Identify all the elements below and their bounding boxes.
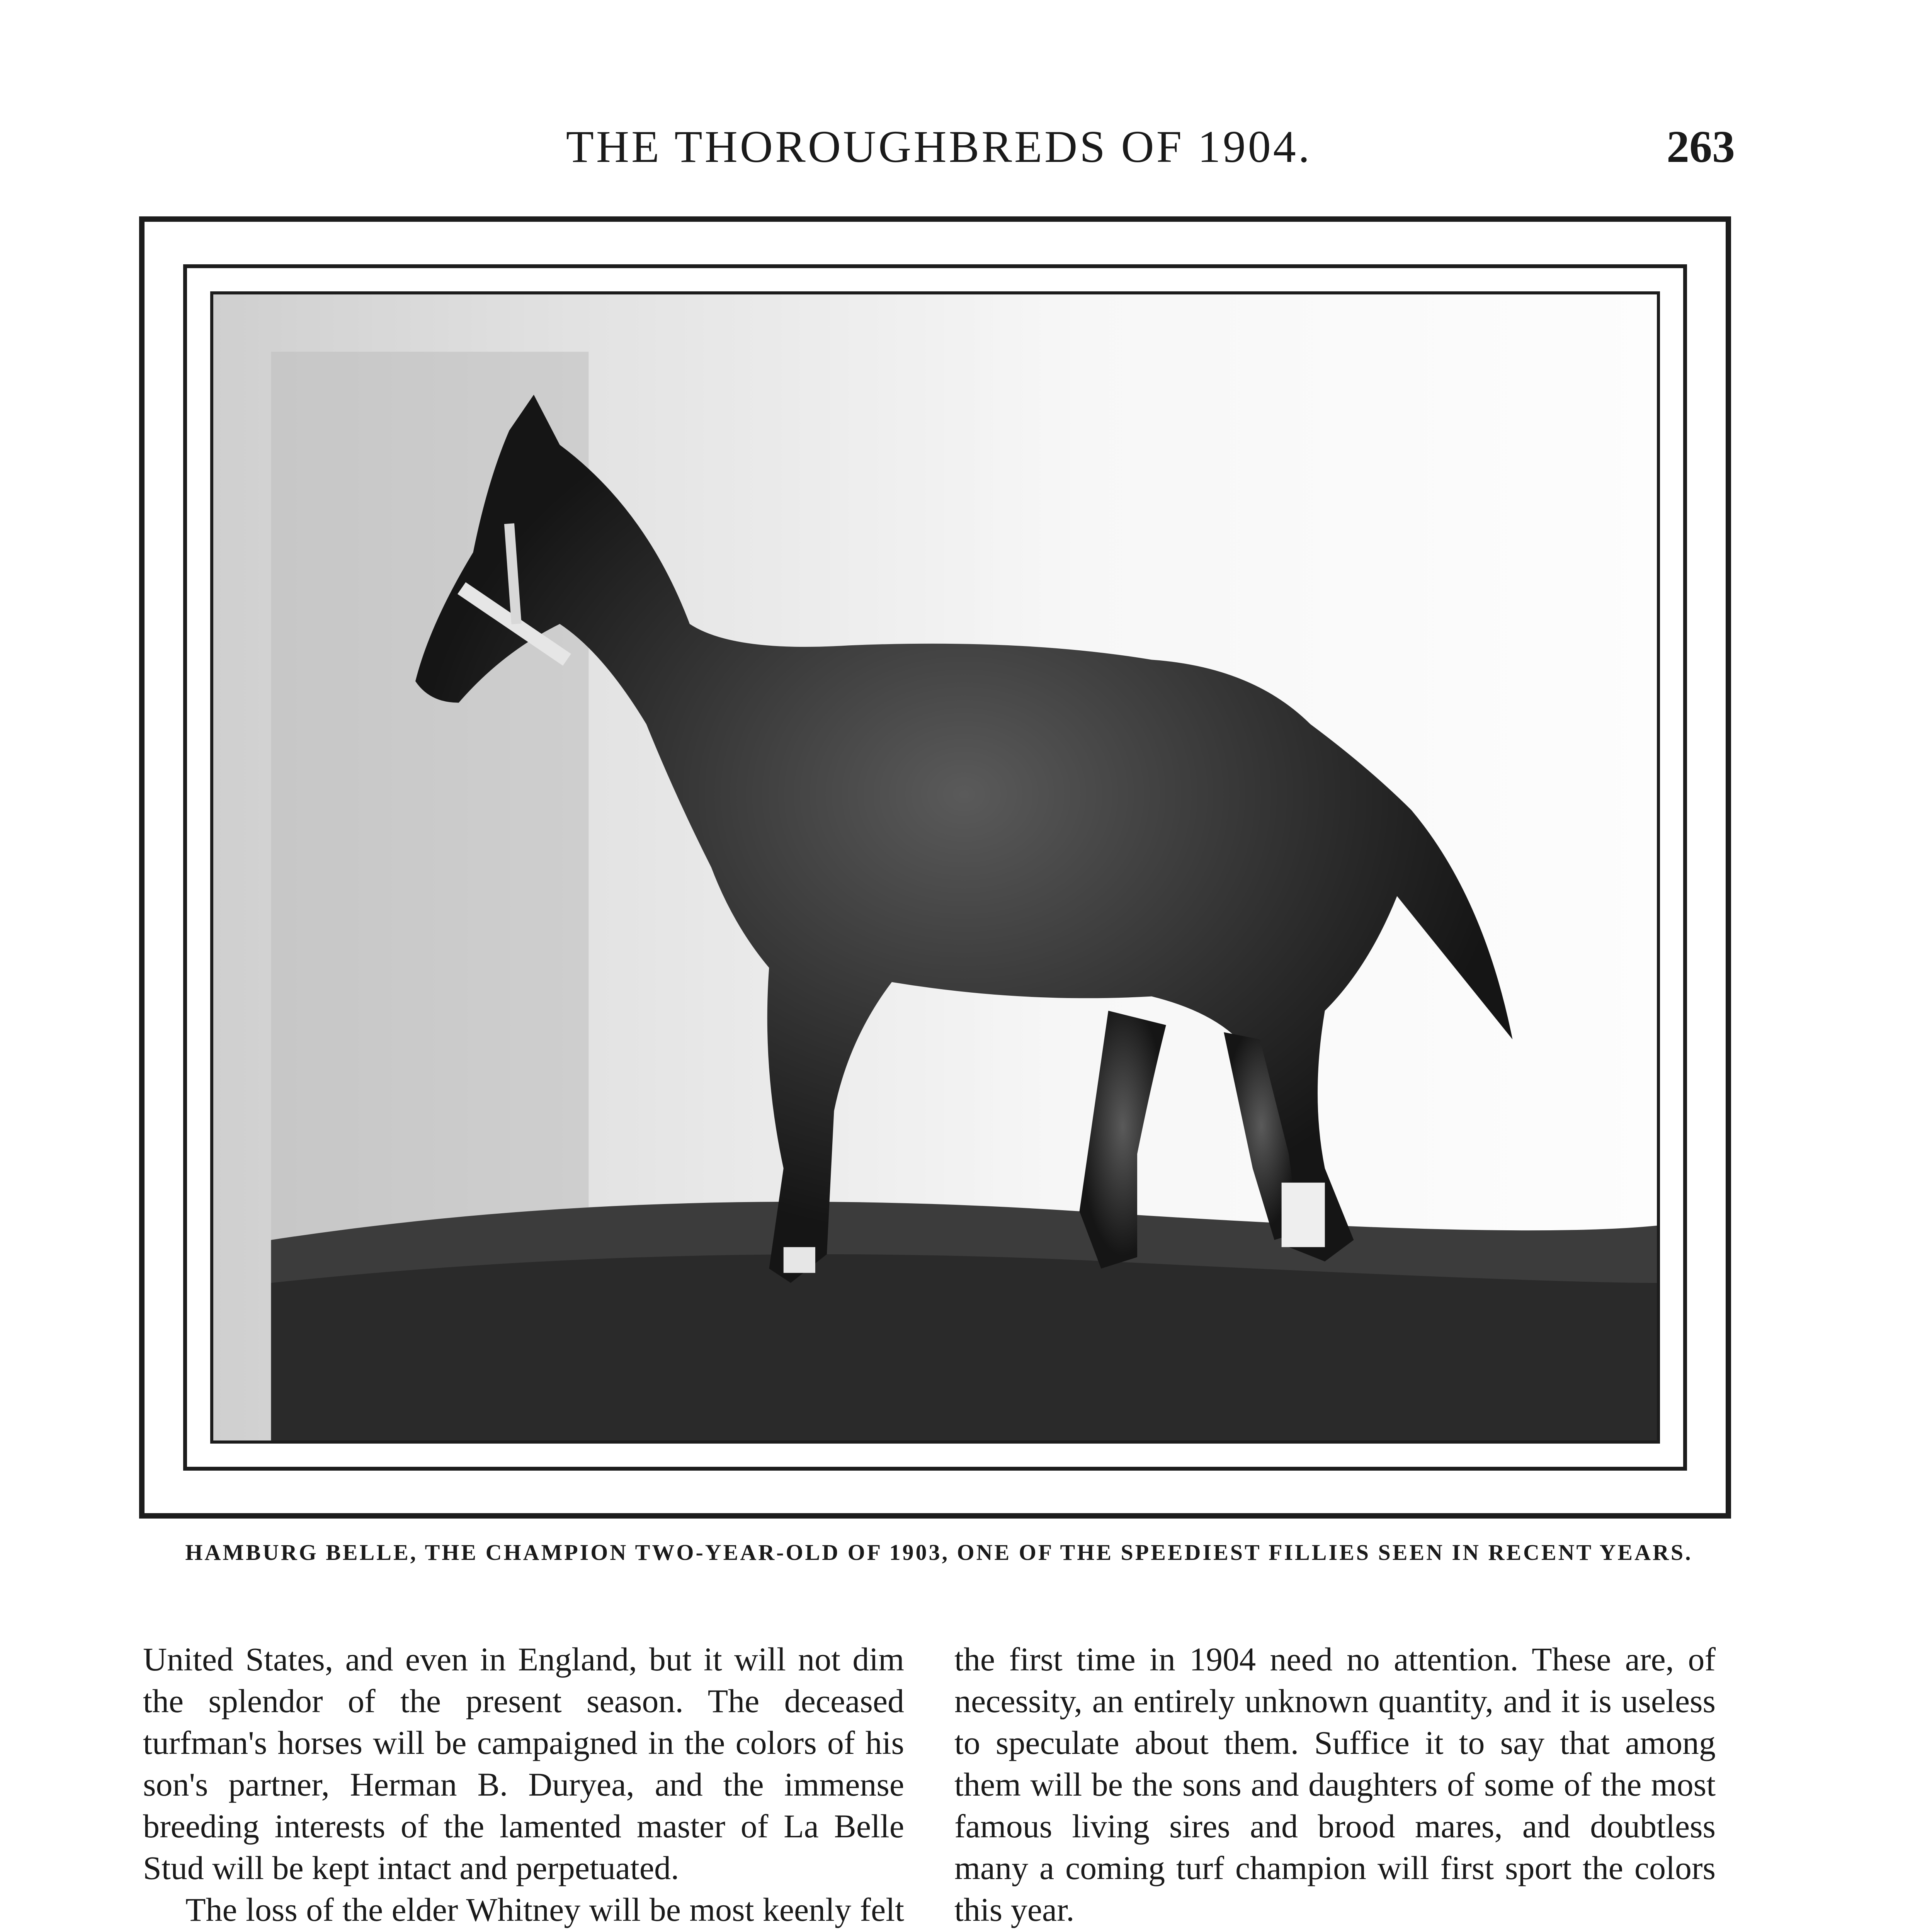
running-head	[143, 116, 1735, 178]
running-title: THE THOROUGHBREDS OF 1904.	[566, 121, 1312, 172]
photo-frame	[139, 216, 1731, 1519]
paragraph: The loss of the elder Whitney will be most keenly felt	[185, 1891, 904, 1928]
page-number: 263	[1667, 121, 1735, 172]
photo-frame-rule	[183, 264, 1687, 1471]
horse-photograph	[213, 294, 1657, 1440]
paragraph: United States, and even in England, but it will not dim the splendor of the present season. The deceased turfman's horses will be campaigned in the colors of his son's partner, Herman B. Duryea, and the immense breeding interests of the lamented master of La Belle Stud will be kept intact and perpetuated.	[143, 1641, 904, 1886]
left-column	[143, 1638, 904, 1932]
paragraph: the first time in 1904 need no attention. These are, of necessity, an entirely unknown quantity, and it is useless to speculate about them. Suffice it to say that among them will be the sons and daughters of some of the most famous living sires and brood mares, and doubtless many a coming turf champion will first sport the colors this year.	[954, 1641, 1716, 1928]
photo-border	[210, 291, 1660, 1444]
photo-caption: HAMBURG BELLE, THE CHAMPION TWO-YEAR-OLD OF 1903, ONE OF THE SPEEDIEST FILLIES SEEN IN RECENT YEARS.	[185, 1540, 1693, 1565]
paragraph	[954, 1930, 1716, 1932]
right-column	[954, 1638, 1716, 1932]
